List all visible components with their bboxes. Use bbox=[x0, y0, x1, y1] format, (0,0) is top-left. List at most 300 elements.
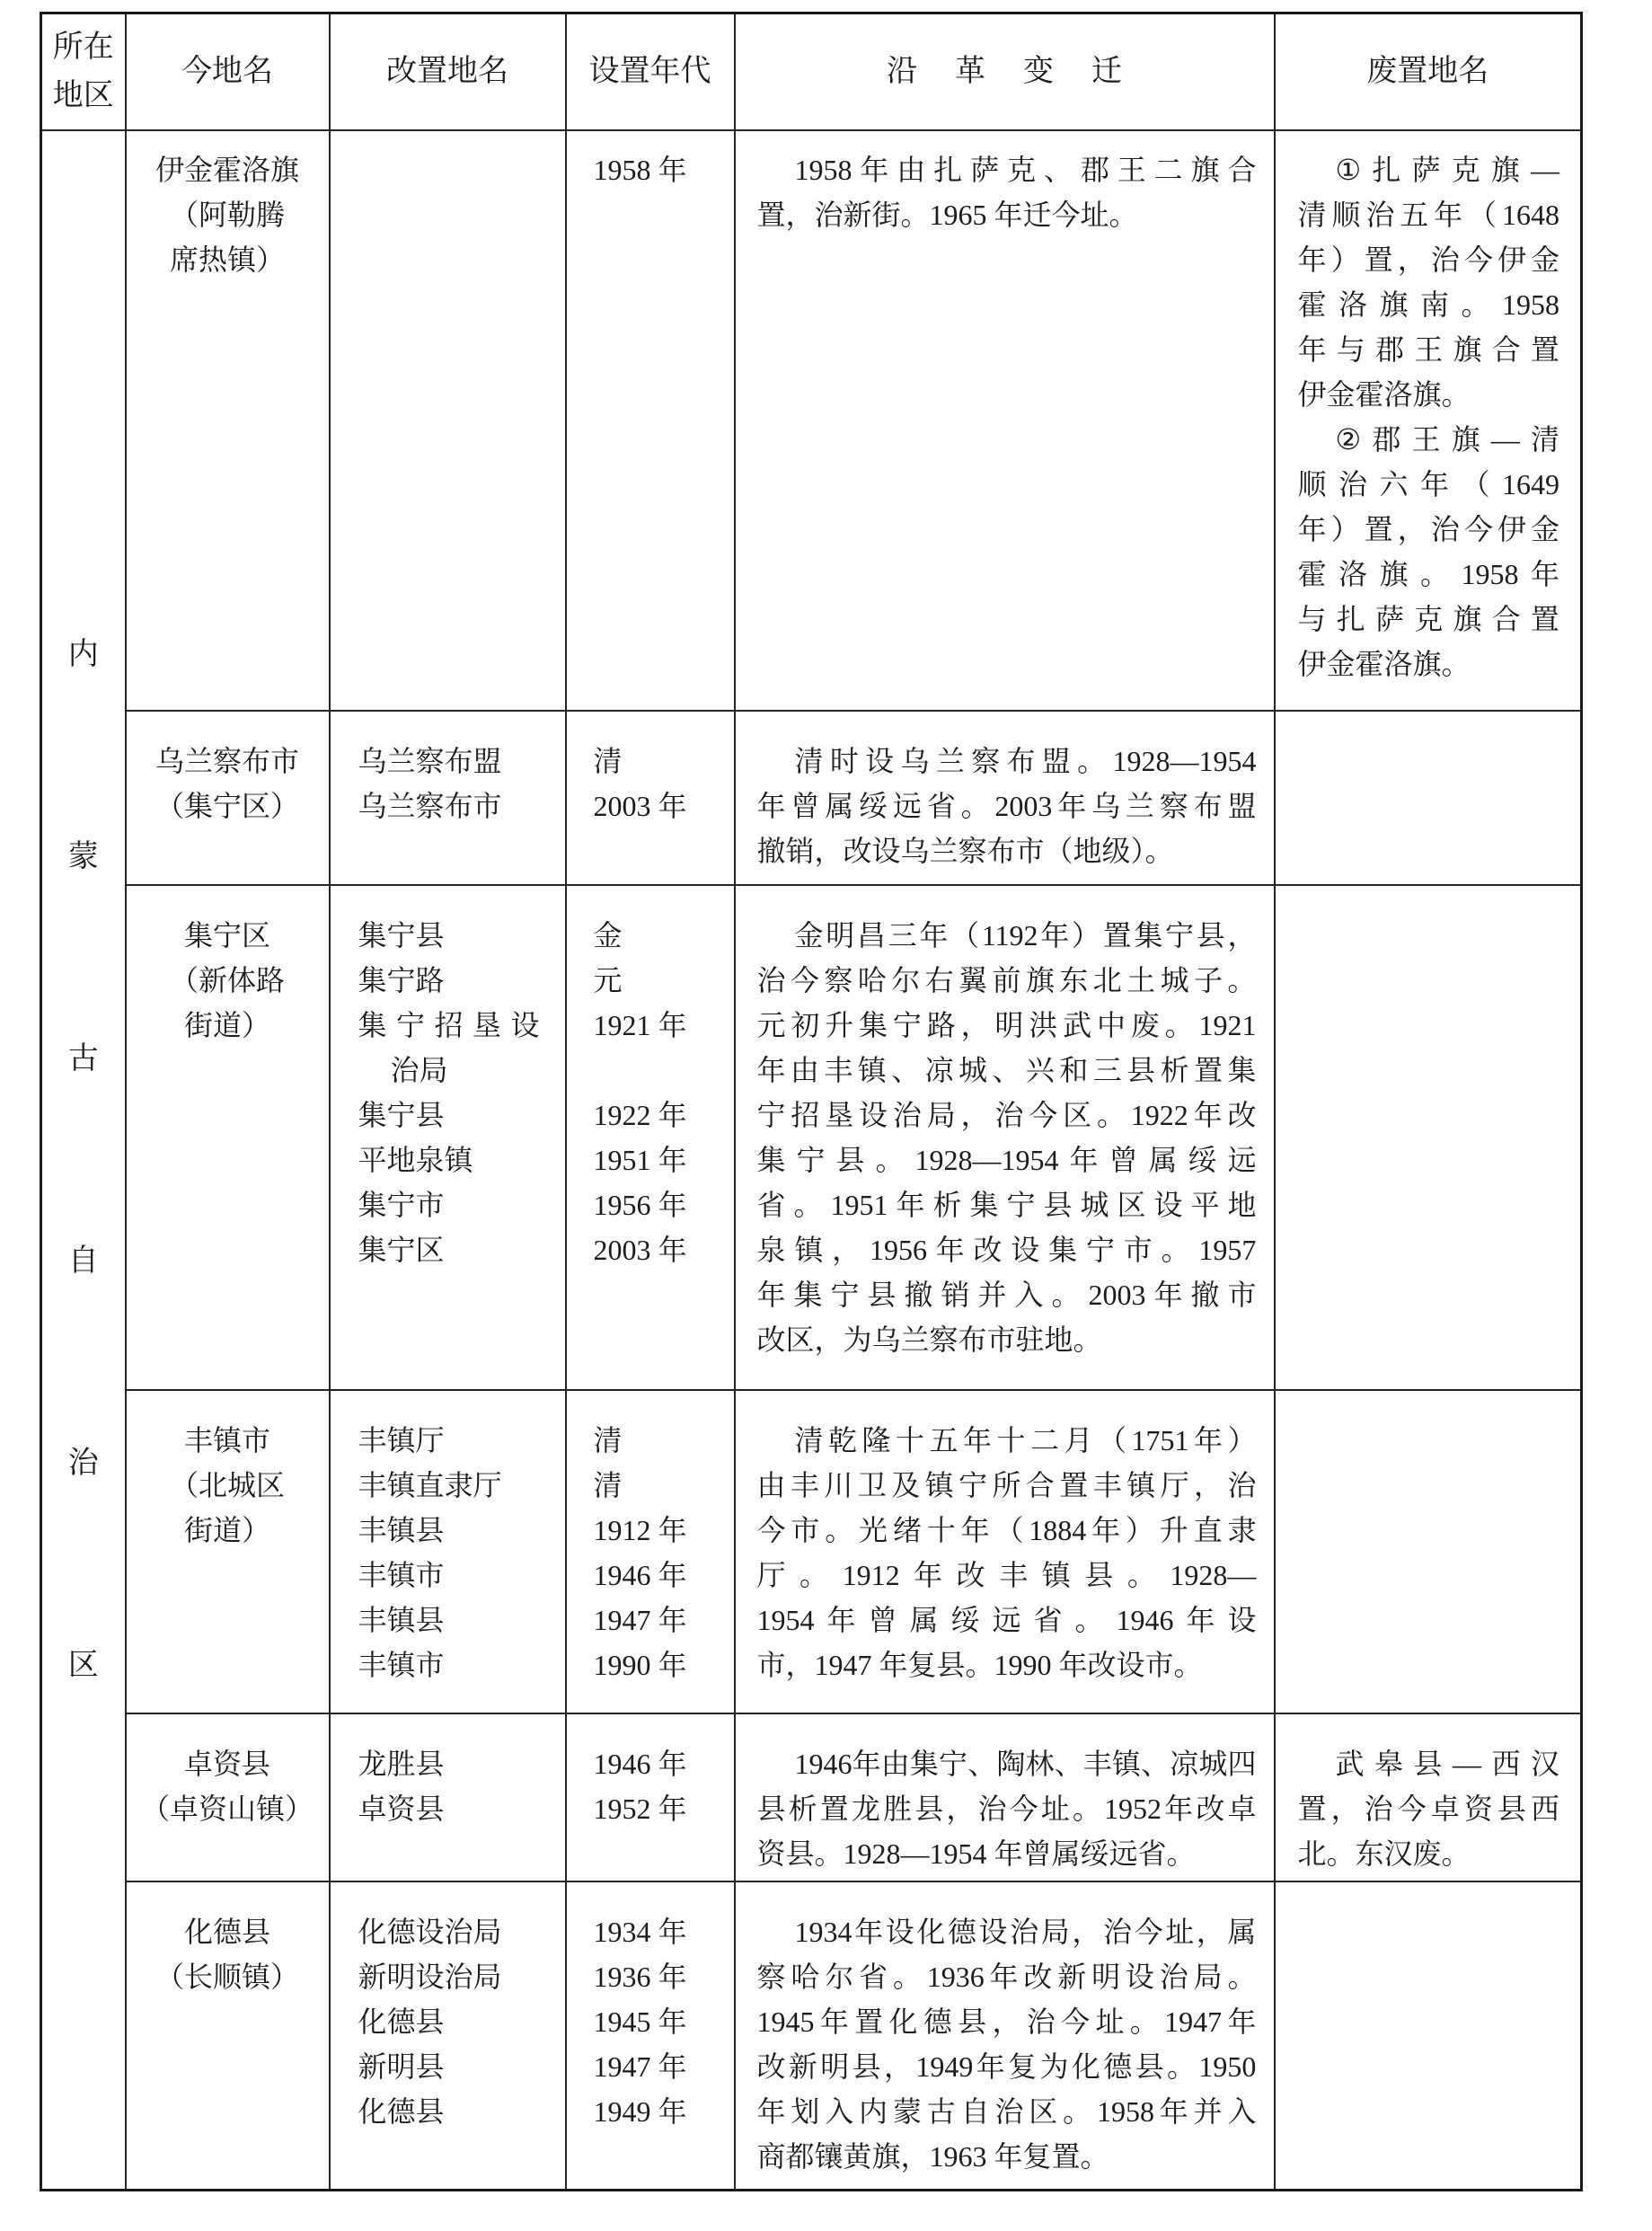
glyph: 集 bbox=[1048, 1233, 1078, 1266]
glyph: 集 bbox=[1134, 918, 1163, 952]
current-name-line: （卓资山镇） bbox=[140, 1792, 314, 1825]
history-cell bbox=[735, 1390, 1275, 1713]
renamed-line: 平地泉镇 bbox=[358, 1143, 473, 1176]
glyph: 洛 bbox=[1338, 557, 1368, 590]
glyph: 镇 bbox=[1126, 1468, 1156, 1501]
region-char: 古 bbox=[67, 1041, 99, 1076]
glyph: 集 bbox=[358, 1008, 387, 1041]
glyph: 蒙 bbox=[892, 2094, 922, 2128]
renamed-cell bbox=[330, 885, 566, 1390]
glyph: 升 bbox=[825, 1008, 854, 1041]
renamed-line: 治局 bbox=[390, 1053, 448, 1086]
glyph: 。 bbox=[799, 1558, 829, 1591]
glyph: 宁 bbox=[796, 1143, 826, 1176]
glyph: 萨 bbox=[1411, 153, 1441, 186]
glyph: 为 bbox=[1039, 2050, 1069, 2083]
glyph: 金 bbox=[1530, 512, 1559, 545]
glyph: 废 bbox=[1130, 1008, 1160, 1041]
glyph: 绥 bbox=[950, 1603, 980, 1636]
glyph: 1951 bbox=[830, 1188, 888, 1221]
glyph: 今 bbox=[756, 1513, 786, 1546]
glyph: 旗 bbox=[1453, 602, 1482, 635]
table-row bbox=[41, 1713, 1582, 1881]
glyph: 。 bbox=[1166, 2050, 1196, 2083]
glyph: 年 bbox=[1227, 2005, 1257, 2038]
glyph: 撤 bbox=[1190, 1278, 1220, 1311]
header-region bbox=[41, 13, 126, 130]
header-current-name: 今地名 bbox=[126, 13, 330, 130]
glyph: 丰 bbox=[824, 1053, 853, 1086]
renamed-line: 丰镇直隶厅 bbox=[358, 1468, 502, 1501]
glyph: 。 bbox=[1129, 2005, 1159, 2038]
glyph: 西 bbox=[1491, 1747, 1521, 1780]
established-line: 1956 年 bbox=[593, 1188, 687, 1221]
glyph: 土 bbox=[1126, 963, 1156, 996]
region-char: 治 bbox=[67, 1446, 99, 1480]
glyph: 1945 bbox=[756, 2005, 815, 2038]
glyph: 厅 bbox=[756, 1558, 786, 1591]
glyph: 区 bbox=[1029, 2094, 1058, 2128]
header-region-line: 所在 bbox=[52, 30, 114, 64]
history-line: 撤销，改设乌兰察布市（地级）。 bbox=[756, 834, 1174, 867]
glyph: 城 bbox=[959, 1053, 988, 1086]
abolished-line bbox=[1298, 417, 1560, 462]
glyph: 改 bbox=[1023, 1960, 1053, 1993]
glyph: ） bbox=[1227, 1423, 1257, 1456]
glyph: 镇 bbox=[1111, 1747, 1141, 1780]
glyph: ， bbox=[1330, 1792, 1360, 1825]
glyph: 今 bbox=[1009, 1792, 1038, 1825]
glyph: 1922 bbox=[1130, 1098, 1188, 1131]
glyph: 宁 bbox=[939, 1747, 968, 1780]
abolished-line bbox=[1298, 507, 1560, 552]
glyph: 泉 bbox=[756, 1233, 786, 1266]
history-line bbox=[757, 2044, 1257, 2089]
abolished-line bbox=[1298, 147, 1560, 192]
glyph: 及 bbox=[891, 1468, 921, 1501]
glyph: 复 bbox=[1008, 2050, 1038, 2083]
glyph: 年 bbox=[1040, 918, 1070, 952]
established-cell bbox=[566, 1390, 735, 1713]
glyph: 镇 bbox=[794, 1233, 824, 1266]
glyph: 属 bbox=[1148, 1143, 1178, 1176]
glyph: 年 bbox=[756, 1053, 786, 1086]
glyph: 址 bbox=[1040, 1792, 1070, 1825]
glyph: 沿 bbox=[887, 54, 917, 88]
glyph: 置 bbox=[819, 1792, 849, 1825]
glyph: 隆 bbox=[861, 1423, 891, 1456]
glyph: 1928—1954 bbox=[1112, 744, 1257, 777]
glyph: 凉 bbox=[1170, 1747, 1199, 1780]
header-row bbox=[41, 13, 1582, 130]
glyph: 宁 bbox=[756, 1098, 786, 1131]
history-line bbox=[757, 1138, 1257, 1182]
glyph: 与 bbox=[1297, 602, 1327, 635]
glyph: 升 bbox=[1159, 1513, 1188, 1546]
history-cell bbox=[735, 130, 1275, 711]
glyph: 卓 bbox=[1227, 1792, 1257, 1825]
glyph: 十 bbox=[926, 1513, 956, 1546]
glyph: 哈 bbox=[857, 963, 887, 996]
glyph: 镇 bbox=[1041, 1558, 1071, 1591]
blank-line bbox=[594, 1048, 734, 1093]
glyph: 治 bbox=[1102, 1915, 1132, 1948]
glyph: 东 bbox=[1059, 963, 1089, 996]
glyph: 内 bbox=[859, 2094, 888, 2128]
glyph: 远 bbox=[1227, 1143, 1257, 1176]
glyph: 乌 bbox=[1091, 789, 1121, 822]
glyph: 旗 bbox=[1190, 153, 1220, 186]
glyph: 县 bbox=[835, 1143, 865, 1176]
glyph: 王 bbox=[1414, 332, 1444, 366]
table-row bbox=[41, 1881, 1582, 2191]
glyph: 十 bbox=[896, 1423, 925, 1456]
glyph: 。 bbox=[1420, 557, 1450, 590]
glyph: 。 bbox=[1126, 1558, 1156, 1591]
glyph: 年 bbox=[1091, 1513, 1121, 1546]
established-line: 1936 年 bbox=[593, 1960, 687, 1993]
renamed-line: 新明县 bbox=[358, 2050, 445, 2083]
glyph: 属 bbox=[909, 1603, 939, 1636]
glyph: 兰 bbox=[1125, 789, 1154, 822]
glyph: 年 bbox=[976, 2050, 1005, 2083]
glyph: 五 bbox=[929, 1423, 959, 1456]
glyph: 卓 bbox=[1430, 1792, 1460, 1825]
established-cell bbox=[566, 885, 735, 1390]
glyph: 市 bbox=[1123, 1233, 1153, 1266]
renamed-cell bbox=[330, 130, 566, 711]
glyph: 明 bbox=[1091, 1960, 1121, 1993]
glyph: 年 bbox=[1153, 1278, 1183, 1311]
glyph: 。 bbox=[1227, 963, 1257, 996]
region-cell bbox=[41, 130, 126, 2191]
glyph: 察 bbox=[1159, 789, 1188, 822]
history-line bbox=[757, 1093, 1257, 1138]
glyph: 卫 bbox=[857, 1468, 887, 1501]
glyph: 旗 bbox=[1379, 557, 1409, 590]
glyph: 设 bbox=[1153, 1188, 1183, 1221]
glyph: 明 bbox=[826, 918, 855, 952]
glyph: 明 bbox=[820, 2050, 850, 2083]
glyph: 省 bbox=[926, 789, 956, 822]
glyph: 新 bbox=[788, 2050, 817, 2083]
glyph: 县 bbox=[914, 1792, 944, 1825]
glyph: ， bbox=[1397, 243, 1427, 276]
glyph: ， bbox=[1193, 1468, 1223, 1501]
renamed-line: 集宁区 bbox=[358, 1233, 445, 1266]
glyph: 。 bbox=[875, 1143, 905, 1176]
glyph: 乾 bbox=[828, 1423, 858, 1456]
glyph: 1192 bbox=[981, 918, 1038, 952]
history-line bbox=[757, 1463, 1257, 1508]
glyph: 区 bbox=[1117, 1188, 1146, 1221]
glyph: — bbox=[1530, 153, 1559, 186]
glyph: 厅 bbox=[1160, 1468, 1189, 1501]
glyph: 德 bbox=[923, 2005, 952, 2038]
renamed-line: 化德县 bbox=[358, 2005, 445, 2038]
glyph: ， bbox=[960, 1008, 990, 1041]
glyph: 并 bbox=[977, 1278, 1007, 1311]
glyph: 宁 bbox=[1085, 1233, 1115, 1266]
glyph: 。 bbox=[1074, 1603, 1104, 1636]
glyph: 治 bbox=[1026, 2005, 1056, 2038]
glyph: 1958 bbox=[1461, 557, 1519, 590]
glyph: ， bbox=[884, 2050, 914, 2083]
glyph: ， bbox=[992, 2005, 1021, 2038]
glyph: 设 bbox=[510, 1008, 540, 1041]
current-name-line: 化德县 bbox=[183, 1915, 270, 1948]
current-name-line: （北城区 bbox=[169, 1468, 285, 1501]
glyph: 乌 bbox=[900, 744, 930, 777]
glyph: 自 bbox=[960, 2094, 990, 2128]
glyph: 治 bbox=[756, 963, 786, 996]
glyph: 合 bbox=[1491, 602, 1521, 635]
glyph: 宁 bbox=[1165, 918, 1195, 952]
glyph: 明 bbox=[994, 1008, 1024, 1041]
glyph: 今 bbox=[1463, 512, 1493, 545]
glyph: 局 bbox=[1193, 1960, 1223, 1993]
established-cell bbox=[566, 1713, 735, 1881]
glyph: 二 bbox=[1030, 1423, 1060, 1456]
glyph: 旗 bbox=[1025, 963, 1055, 996]
glyph: 属 bbox=[825, 789, 854, 822]
history-line: 商都镶黄旗，1963 年复置。 bbox=[756, 2139, 1109, 2173]
glyph: 集 bbox=[793, 1278, 823, 1311]
glyph: 克 bbox=[1007, 153, 1037, 186]
glyph: ） bbox=[1071, 918, 1100, 952]
glyph: 析 bbox=[1160, 1053, 1189, 1086]
established-cell bbox=[566, 711, 735, 885]
history-line bbox=[757, 147, 1257, 192]
glyph: 2003 bbox=[994, 789, 1053, 822]
glyph: 隶 bbox=[1227, 1513, 1257, 1546]
glyph: 撤 bbox=[904, 1278, 933, 1311]
glyph: 县 bbox=[867, 1278, 897, 1311]
glyph: 武 bbox=[1335, 1747, 1365, 1780]
history-line bbox=[757, 1598, 1257, 1642]
established-line: 清 bbox=[593, 744, 623, 777]
glyph: 川 bbox=[824, 1468, 853, 1501]
history-line bbox=[757, 1508, 1257, 1553]
glyph: 招 bbox=[791, 1098, 820, 1131]
glyph: 初 bbox=[791, 1008, 820, 1041]
glyph: 顺 bbox=[1297, 467, 1327, 500]
glyph: 县 bbox=[852, 2050, 881, 2083]
glyph: 与 bbox=[1336, 332, 1365, 366]
abolished-line: 伊金霍洛旗。 bbox=[1297, 377, 1471, 411]
glyph: 1946 bbox=[1116, 1603, 1174, 1636]
glyph: 设 bbox=[1011, 1233, 1040, 1266]
current-name-line: 街道） bbox=[183, 1513, 270, 1546]
history-line bbox=[757, 1048, 1257, 1093]
glyph: 尔 bbox=[825, 1960, 854, 1993]
header-renamed-name: 改置地名 bbox=[330, 13, 566, 130]
glyph: 远 bbox=[892, 789, 922, 822]
glyph: 1884 bbox=[1029, 1513, 1087, 1546]
glyph: 由 bbox=[756, 1468, 786, 1501]
glyph: 宁 bbox=[892, 1008, 922, 1041]
table-row bbox=[41, 130, 1582, 711]
glyph: 右 bbox=[924, 963, 954, 996]
glyph: ， bbox=[832, 1233, 861, 1266]
glyph: 改 bbox=[1227, 1098, 1257, 1131]
glyph: ， bbox=[1072, 1915, 1101, 1948]
glyph: 清 bbox=[1297, 198, 1327, 231]
established-line: 1945 年 bbox=[593, 2005, 687, 2038]
glyph: 平 bbox=[1190, 1188, 1220, 1221]
glyph: 时 bbox=[829, 744, 859, 777]
established-line: 1949 年 bbox=[593, 2094, 687, 2128]
glyph: 旗 bbox=[1490, 153, 1520, 186]
glyph: 治 bbox=[1159, 1960, 1188, 1993]
glyph: 兰 bbox=[935, 744, 965, 777]
glyph: 集 bbox=[756, 1143, 786, 1176]
glyph: 布 bbox=[1193, 789, 1223, 822]
glyph: 设 bbox=[865, 744, 895, 777]
glyph: 伊 bbox=[1497, 243, 1526, 276]
glyph: 清 bbox=[794, 1423, 824, 1456]
header-history-label bbox=[887, 48, 1122, 96]
renamed-line: 丰镇市 bbox=[358, 1558, 445, 1591]
glyph: 县 bbox=[958, 2005, 987, 2038]
header-region-line: 地区 bbox=[52, 78, 114, 112]
glyph: 1952 bbox=[1104, 1792, 1162, 1825]
glyph: 入 bbox=[1014, 1278, 1044, 1311]
abolished-line bbox=[1298, 552, 1560, 597]
glyph: 年 bbox=[826, 1603, 856, 1636]
glyph: 入 bbox=[825, 2094, 854, 2128]
glyph: 克 bbox=[1414, 602, 1444, 635]
glyph: 镇 bbox=[924, 1468, 954, 1501]
glyph: 五 bbox=[1400, 198, 1429, 231]
glyph: 集 bbox=[969, 1188, 999, 1221]
glyph: 。 bbox=[1461, 288, 1490, 321]
glyph: 曾 bbox=[868, 1603, 897, 1636]
glyph: 今 bbox=[1134, 1915, 1163, 1948]
abolished-line bbox=[1298, 1741, 1560, 1786]
history-line bbox=[757, 2089, 1257, 2134]
established-line: 1958 年 bbox=[593, 153, 687, 186]
history-line bbox=[757, 1786, 1257, 1831]
glyph: 城 bbox=[1160, 963, 1189, 996]
glyph: 置 bbox=[1297, 1792, 1327, 1825]
glyph: 霍 bbox=[1297, 557, 1327, 590]
renamed-line: 化德设治局 bbox=[358, 1915, 502, 1948]
glyph: 元 bbox=[756, 1008, 786, 1041]
glyph: 治 bbox=[994, 1098, 1024, 1131]
glyph: 址 bbox=[1095, 2005, 1125, 2038]
glyph: 王 bbox=[1117, 153, 1146, 186]
abolished-line bbox=[1298, 597, 1560, 642]
glyph: 1946 bbox=[794, 1747, 853, 1780]
renamed-line: 龙胜县 bbox=[358, 1747, 445, 1780]
glyph: 1958 bbox=[1096, 2094, 1154, 2128]
glyph: 改 bbox=[973, 1233, 1003, 1266]
glyph: 盟 bbox=[1227, 789, 1257, 822]
glyph: 县 bbox=[1497, 1792, 1526, 1825]
glyph: 年 bbox=[1530, 557, 1559, 590]
glyph: 六 bbox=[1379, 467, 1409, 500]
glyph: 治 bbox=[1227, 1468, 1257, 1501]
glyph: 年 bbox=[1434, 198, 1463, 231]
glyph: 。 bbox=[1096, 1098, 1126, 1131]
glyph: 曾 bbox=[1109, 1143, 1138, 1176]
glyph: 今 bbox=[1463, 243, 1493, 276]
glyph: 县 bbox=[1084, 1558, 1114, 1591]
history-line bbox=[757, 1003, 1257, 1048]
history-line bbox=[757, 1227, 1257, 1272]
glyph: 合 bbox=[1025, 1468, 1055, 1501]
history-cell bbox=[735, 1881, 1275, 2191]
glyph: 址 bbox=[1165, 1915, 1195, 1948]
glyph: — bbox=[1490, 422, 1520, 456]
glyph: 、 bbox=[1043, 153, 1073, 186]
glyph: 治 bbox=[1365, 198, 1395, 231]
glyph: 。 bbox=[1077, 744, 1107, 777]
established-line: 1934 年 bbox=[593, 1915, 687, 1948]
glyph: 布 bbox=[1006, 744, 1036, 777]
region-char: 内 bbox=[67, 637, 99, 671]
glyph: 区 bbox=[1063, 1098, 1092, 1131]
glyph: 今 bbox=[1397, 1792, 1427, 1825]
glyph: ， bbox=[1196, 1915, 1225, 1948]
glyph: 兴 bbox=[1025, 1053, 1055, 1086]
glyph: 1956 bbox=[869, 1233, 927, 1266]
glyph: 德 bbox=[947, 1915, 976, 1948]
glyph: ） bbox=[1330, 243, 1360, 276]
glyph: 年 bbox=[935, 1233, 965, 1266]
glyph: 北 bbox=[1092, 963, 1122, 996]
established-line: 1946 年 bbox=[593, 1747, 687, 1780]
glyph: （ bbox=[1468, 198, 1497, 231]
region-char: 自 bbox=[67, 1244, 99, 1278]
glyph: 年 bbox=[960, 1513, 990, 1546]
table-row bbox=[41, 711, 1582, 885]
glyph: 萨 bbox=[1374, 602, 1404, 635]
glyph: 子 bbox=[1193, 963, 1223, 996]
established-line: 2003 年 bbox=[593, 1233, 687, 1266]
glyph: 年 bbox=[1164, 1792, 1194, 1825]
glyph: 三 bbox=[888, 918, 917, 952]
glyph: 洪 bbox=[1029, 1008, 1058, 1041]
history-line bbox=[757, 784, 1257, 828]
glyph: 德 bbox=[1103, 2050, 1133, 2083]
glyph: 年 bbox=[914, 1558, 943, 1591]
glyph: 、 bbox=[891, 1053, 921, 1086]
glyph: 年 bbox=[1069, 1143, 1099, 1176]
established-line: 清 bbox=[593, 1423, 623, 1456]
glyph: 省 bbox=[1033, 1603, 1063, 1636]
glyph: 宁 bbox=[959, 1468, 988, 1501]
current-name-line: 席热镇） bbox=[169, 243, 285, 276]
glyph: 治 bbox=[994, 2094, 1024, 2128]
glyph: 顺 bbox=[1331, 198, 1361, 231]
history-line bbox=[757, 1553, 1257, 1598]
glyph: 治 bbox=[1430, 512, 1460, 545]
glyph: ） bbox=[1330, 512, 1360, 545]
glyph: 林 bbox=[1025, 1747, 1055, 1780]
header-established: 设置年代 bbox=[566, 13, 735, 130]
abolished-line: 伊金霍洛旗。 bbox=[1297, 647, 1471, 680]
glyph: 1928— bbox=[1170, 1558, 1257, 1591]
glyph: 析 bbox=[788, 1792, 817, 1825]
glyph: 旗 bbox=[1379, 288, 1409, 321]
glyph: 1958 bbox=[1502, 288, 1559, 321]
glyph: 置 bbox=[1530, 332, 1559, 366]
glyph: 四 bbox=[1227, 1747, 1257, 1780]
glyph: 局 bbox=[1040, 1915, 1070, 1948]
renamed-line: 乌兰察布市 bbox=[358, 789, 502, 822]
